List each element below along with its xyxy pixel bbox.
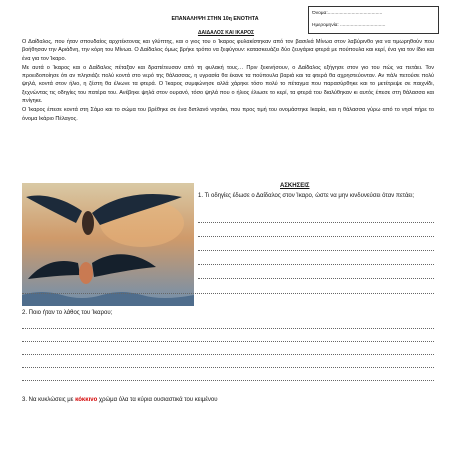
story-paragraph-3: Ο Ίκαρος έπεσε κοντά στη Σάμο και το σώμα του βρέθηκε σε ένα διπλανό νησάκι, που προς τιμή του ονομάστηκε Ικαρία, και η θάλασσα γύρω από το νησί πήρε το όνομα Ικάριο Πέλαγος. (22, 107, 434, 122)
question-3-text: 3. Να κυκλώσεις με (22, 397, 76, 403)
answer-line[interactable] (22, 328, 434, 329)
answer-line[interactable] (198, 264, 434, 265)
answer-line[interactable] (198, 278, 434, 279)
question-2: 2. Ποιο ήταν το λάθος του Ίκαρου; (22, 310, 113, 316)
icarus-illustration (22, 183, 194, 306)
answer-line[interactable] (22, 380, 434, 381)
answer-line[interactable] (22, 341, 434, 342)
answer-line[interactable] (198, 222, 434, 223)
red-highlight-word: κόκκινο (75, 397, 98, 403)
icarus-figure (79, 262, 93, 284)
story-paragraph-1: Ο Δαίδαλος, που ήταν σπουδαίος αρχιτέκτονας και γλύπτης, και ο γιος του ο Ίκαρος φυλακίστηκαν από τον βασιλιά Μίνωα στον λαβύρινθο για να τιμωρηθούν που βοήθησαν την Αριάδνη, την κόρη του Μίνωα. Ο Δαίδαλος όμως βρήκε τρόπο να ξεφύγουν: κατασκευάζει δύο ζευγάρια φτερά με πούπουλα και κερί, ένα για τον ίδιο και ένα για τον Ίκαρο. (22, 39, 434, 62)
story-text (22, 38, 434, 124)
question-1: 1. Τι οδηγίες έδωσε ο Δαίδαλος στον Ίκαρο, ώστε να μην κινδυνεύσει όταν πετάει; (198, 193, 415, 199)
date-field[interactable]: Ημερομηνία: .................................. (312, 23, 386, 28)
story-title: ΔΑΙΔΑΛΟΣ ΚΑΙ ΙΚΑΡΟΣ (197, 30, 255, 36)
name-field[interactable]: Όνομα:......................................... (312, 11, 383, 16)
answer-line[interactable] (22, 354, 434, 355)
answer-line[interactable] (198, 236, 434, 237)
answer-line[interactable] (198, 250, 434, 251)
story-paragraph-2: Με αυτά ο Ίκαρος και ο Δαίδαλος πέταξαν και δραπέτευσαν από τη φυλακή τους… Πριν ξεκινήσουν, ο Δαίδαλος εξήγησε στον γιο του πώς να πετάει. Τον προειδοποίησε ότι αν πλησιάζε πολύ κοντά στο νερό της θάλασσας, η υγρασία θα έκανε τα πούπουλα βαριά και τα φτερά θα αχρηστεύονταν. Αν πάλι πετούσε πολύ ψηλά, κοντά στον ήλιο, η ζέστη θα έλιωνε τα φτερά. Ο Ίκαρος συμφώνησε αλλά χάρηκε τόσο πολύ το πέταγμα που παρασύρθηκε και το μετέτρεψε σε παιχνίδι, ξεχνώντας τις οδηγίες του πατέρα του. Ανέβηκε ψηλά στον ουρανό, τόσο ψηλά που ο ήλιος έλιωσε το κερί, τα φτερά του διαλύθηκαν κι αυτός έπεσε στη θάλασσα και πνίγηκε. (22, 64, 434, 105)
answer-line[interactable] (22, 367, 434, 368)
daedalus-figure (82, 211, 94, 235)
exercises-title: ΑΣΚΗΣΕΙΣ (280, 183, 310, 189)
answer-line[interactable] (22, 293, 434, 294)
question-3-text-end: χρώμα όλα τα κύρια ουσιαστικά του κειμένου (97, 397, 218, 403)
question-3 (22, 397, 434, 403)
worksheet-title: ΕΠΑΝΑΛΗΨΗ ΣΤΗΝ 10η ΕΝΟΤΗΤΑ (171, 16, 259, 22)
